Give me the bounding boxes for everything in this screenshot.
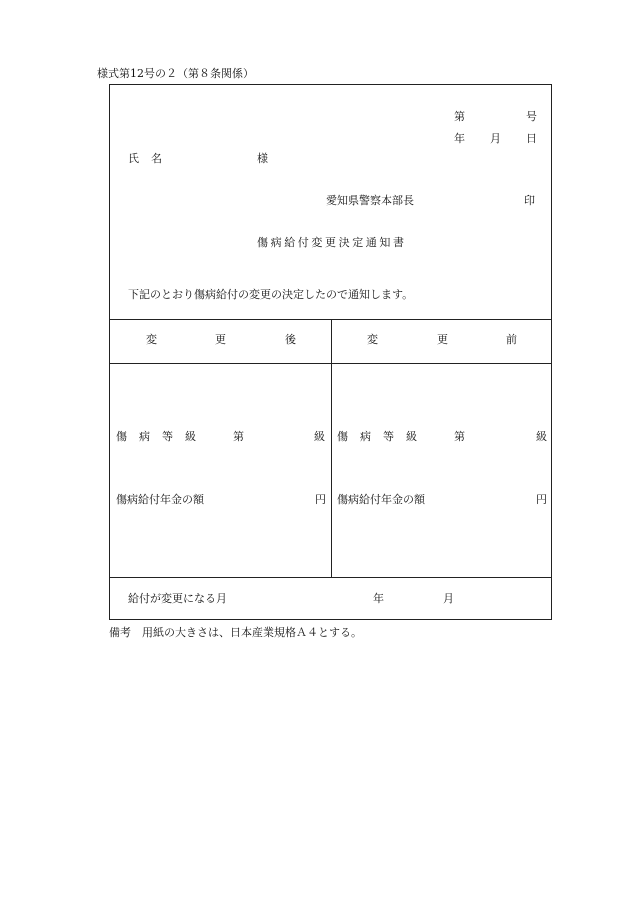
grade-suffix-before: 級	[536, 430, 547, 443]
change-month-year: 年	[373, 592, 384, 605]
intro-text: 下記のとおり傷病給付の変更の決定したので通知します。	[128, 288, 414, 301]
grade-label-after-2: 病	[139, 430, 150, 443]
grade-prefix-before: 第	[454, 430, 465, 443]
grade-suffix-after: 級	[314, 430, 325, 443]
grade-label-before-4: 級	[406, 430, 417, 443]
form-label: 様式第12号の２（第８条関係）	[97, 67, 254, 80]
change-month-label: 給付が変更になる月	[128, 592, 227, 605]
grade-label-before-3: 等	[383, 430, 394, 443]
grade-label-after-1: 傷	[116, 430, 127, 443]
col-after-char-3: 後	[285, 333, 296, 346]
col-before-char-1: 変	[367, 333, 378, 346]
annuity-label-after: 傷病給付年金の額	[116, 493, 204, 506]
sender-title: 愛知県警察本部長	[326, 194, 414, 207]
seal-mark: 印	[524, 194, 535, 207]
annuity-unit-before: 円	[536, 493, 547, 506]
col-after-char-1: 変	[146, 333, 157, 346]
number-suffix: 号	[526, 110, 537, 123]
document-title: 傷病給付変更決定通知書	[257, 236, 407, 249]
column-divider	[331, 319, 332, 577]
grade-label-after-4: 級	[185, 430, 196, 443]
col-before-char-2: 更	[437, 333, 448, 346]
name-label-2: 名	[151, 152, 162, 165]
divider-footer	[110, 577, 551, 578]
grade-label-before-1: 傷	[337, 430, 348, 443]
annuity-label-before: 傷病給付年金の額	[337, 493, 425, 506]
change-month-month: 月	[443, 592, 454, 605]
grade-label-before-2: 病	[360, 430, 371, 443]
date-day: 日	[526, 132, 537, 145]
date-month: 月	[490, 132, 501, 145]
annuity-unit-after: 円	[315, 493, 326, 506]
name-label-1: 氏	[128, 152, 139, 165]
grade-prefix-after: 第	[233, 430, 244, 443]
date-year: 年	[454, 132, 465, 145]
grade-label-after-3: 等	[162, 430, 173, 443]
form-frame	[109, 84, 552, 620]
number-prefix: 第	[454, 110, 465, 123]
footnote: 備考 用紙の大きさは、日本産業規格Ａ４とする。	[109, 626, 362, 639]
honorific: 様	[257, 152, 268, 165]
col-after-char-2: 更	[215, 333, 226, 346]
col-before-char-3: 前	[506, 333, 517, 346]
